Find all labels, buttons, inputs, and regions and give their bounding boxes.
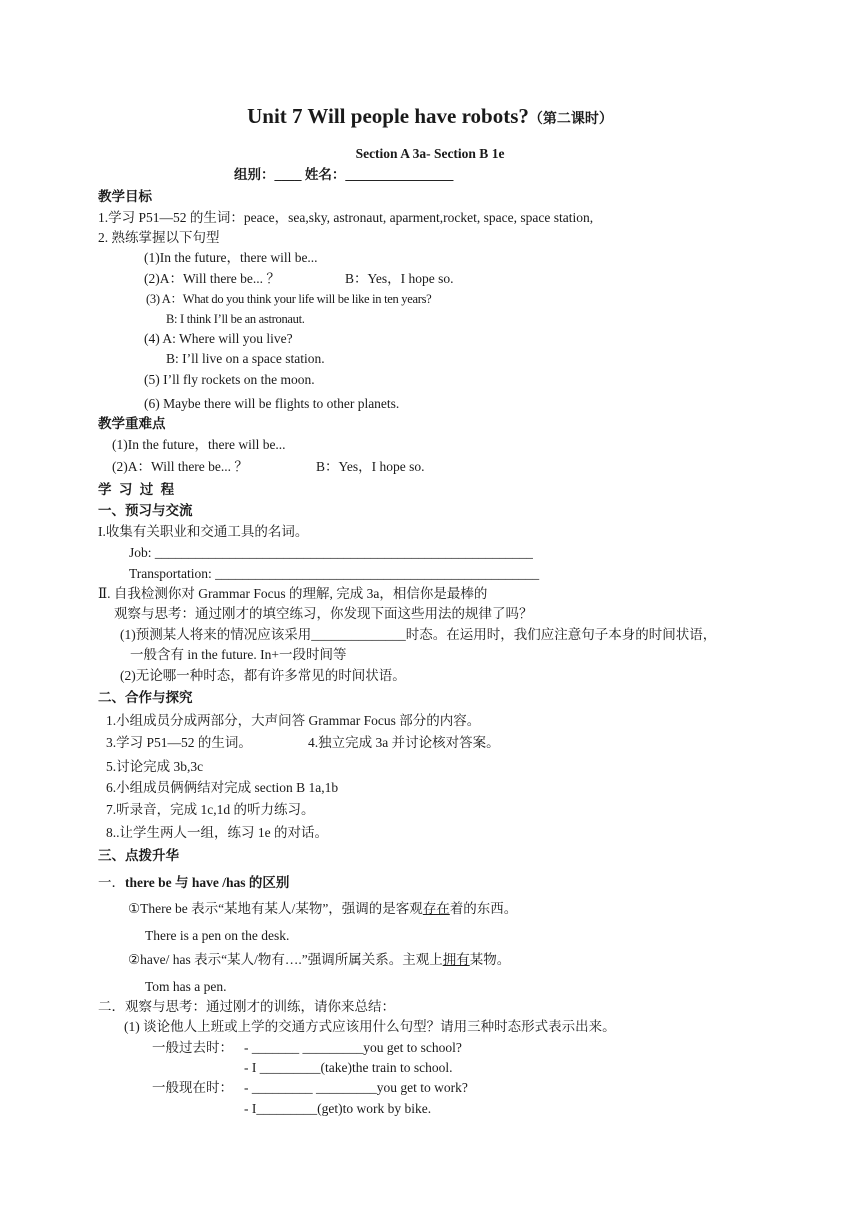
sentence-1: (1)In the future，there will be... — [144, 250, 318, 265]
part1-line1: I.收集有关职业和交通工具的名词。 — [98, 524, 309, 539]
point-2: 二．观察与思考：通过刚才的训练，请你来总结： — [98, 999, 395, 1014]
title-main: Unit 7 Will people have robots? — [247, 104, 529, 128]
point-1b-text: ②have/ has 表示“某人/物有….”强调所属关系。主观上 — [128, 952, 443, 967]
past-tense-label: 一般过去时： — [152, 1040, 233, 1055]
past-tense-line-1: - _______ _________you get to school? — [244, 1040, 462, 1055]
section-subtitle: Section A 3a- Section B 1e — [355, 146, 505, 161]
part2-item-3: 3.学习 P51—52 的生词。 — [106, 735, 252, 750]
difficulties-heading: 教学重难点 — [98, 416, 166, 431]
goal-item-2: 2. 熟练掌握以下句型 — [98, 230, 220, 245]
point-1a — [128, 900, 517, 918]
process-heading: 学 习 过 程 — [98, 482, 177, 497]
sentence-2a: (2)A：Will there be... ？ — [144, 271, 280, 286]
question-1b: 一般含有 in the future. In+一段时间等 — [130, 647, 347, 662]
part1-line2: Ⅱ. 自我检测你对 Grammar Focus 的理解, 完成 3a，相信你是最棒的 — [98, 586, 488, 601]
part1-heading: 一、预习与交流 — [98, 503, 193, 518]
difficulty-2a: (2)A：Will there be... ？ — [112, 459, 248, 474]
sentence-4a: (4) A: Where will you live? — [144, 331, 293, 346]
difficulty-2b: B：Yes，I hope so. — [316, 459, 425, 474]
point-1a-underlined: 存在 — [422, 901, 450, 916]
question-2: (2)无论哪一种时态，都有许多常见的时间状语。 — [120, 668, 406, 683]
part1-line3: 观察与思考：通过刚才的填空练习，你发现下面这些用法的规律了吗？ — [114, 606, 533, 621]
point-1-text: there be 与 have /has 的区别 — [125, 875, 290, 890]
transportation-line: Transportation: ________________________________________________ — [129, 566, 540, 581]
sentence-3b: B: I think I’ll be an astronaut. — [166, 312, 305, 326]
point-1a-text: ①There be 表示“某地有某人/某物”，强调的是客观 — [128, 901, 423, 916]
point-1-title — [98, 874, 289, 892]
title-sub: （第二课时） — [528, 112, 613, 127]
part2-item-1: 1.小组成员分成两部分，大声问答 Grammar Focus 部分的内容。 — [106, 713, 481, 728]
point-1a-example: There is a pen on the desk. — [145, 928, 290, 943]
group-name-line: 组别：____ 姓名：________________ — [234, 167, 454, 182]
question-1: (1)预测某人将来的情况应该采用______________时态。在运用时，我们应注意句子本身的时间状语， — [120, 627, 717, 642]
present-tense-line-2: - I_________(get)to work by bike. — [244, 1101, 432, 1116]
part2-item-7: 7.听录音，完成 1c,1d 的听力练习。 — [106, 802, 315, 817]
difficulty-1: (1)In the future，there will be... — [112, 437, 286, 452]
point-1b — [128, 951, 510, 969]
job-line: Job: ________________________________________________________ — [129, 545, 533, 560]
part2-item-6: 6.小组成员俩俩结对完成 section B 1a,1b — [106, 780, 339, 795]
part2-item-8: 8..让学生两人一组，练习 1e 的对话。 — [106, 825, 328, 840]
point-1-number: 一． — [98, 875, 125, 890]
sentence-4b: B: I’ll live on a space station. — [166, 351, 325, 366]
point-1b-example: Tom has a pen. — [145, 979, 227, 994]
past-tense-line-2: - I _________(take)the train to school. — [244, 1060, 453, 1075]
point-1b-underlined: 拥有 — [442, 952, 470, 967]
sentence-3a: (3) A：What do you think your life will be like in ten years? — [146, 292, 432, 306]
sentence-5: (5) I’ll fly rockets on the moon. — [144, 372, 315, 387]
sentence-2b: B：Yes，I hope so. — [345, 271, 454, 286]
present-tense-label: 一般现在时： — [152, 1080, 233, 1095]
part2-heading: 二、合作与探究 — [98, 690, 193, 705]
point-1a-end: 着的东西。 — [449, 901, 518, 916]
present-tense-line-1: - _________ _________you get to work? — [244, 1080, 468, 1095]
goal-item-1: 1.学习 P51—52 的生词：peace，sea,sky, astronaut, aparment,rocket, space, space station, — [98, 210, 594, 225]
sentence-6: (6) Maybe there will be flights to other planets. — [144, 396, 400, 411]
part2-item-5: 5.讨论完成 3b,3c — [106, 759, 204, 774]
page-title — [0, 104, 860, 129]
point-1b-end: 某物。 — [469, 952, 511, 967]
part3-heading: 三、点拨升华 — [98, 848, 179, 863]
part2-item-4: 4.独立完成 3a 并讨论核对答案。 — [308, 735, 500, 750]
point-2-question: (1) 谈论他人上班或上学的交通方式应该用什么句型？请用三种时态形式表示出来。 — [124, 1019, 616, 1034]
goals-heading: 教学目标 — [98, 189, 152, 204]
